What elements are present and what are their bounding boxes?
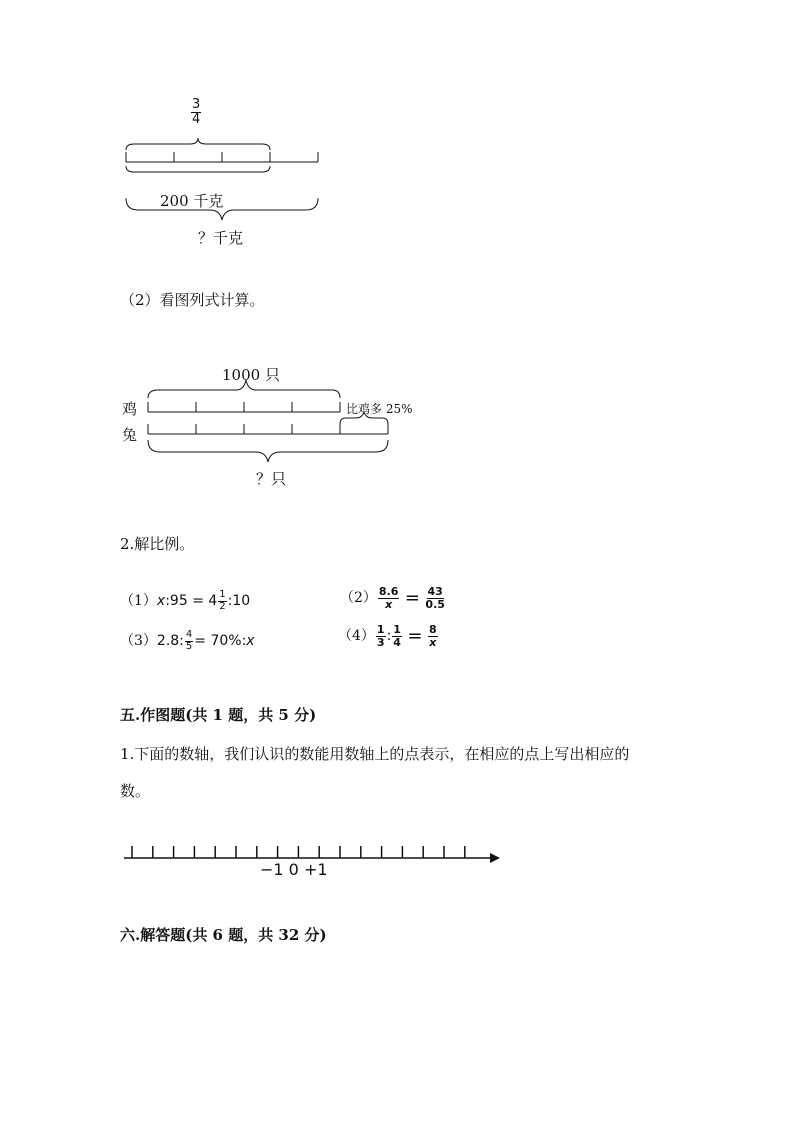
index: （2）: [340, 590, 377, 607]
expr: = 70%:: [194, 633, 247, 649]
unknown-label: ？千克: [198, 229, 244, 247]
axis-labels: −1 0 +1: [260, 860, 328, 879]
den: 2: [219, 600, 226, 612]
index: （3）: [120, 633, 157, 649]
colon: :: [386, 628, 392, 645]
index: （1）: [120, 593, 157, 609]
expr: :10: [227, 593, 251, 609]
num: 8: [428, 623, 437, 636]
top-label: 1000 只: [222, 366, 280, 384]
equals: =: [407, 625, 423, 647]
num: 1: [219, 589, 226, 600]
row-label-rabbit: 兔: [122, 426, 138, 444]
axis-arrow: [490, 853, 500, 863]
num: 8.6: [378, 585, 399, 598]
var-x: x: [156, 593, 166, 609]
den: 3: [376, 635, 385, 649]
equals: =: [404, 587, 420, 609]
section-5-q1-line1: 1.下面的数轴，我们认识的数能用数轴上的点表示，在相应的点上写出相应的: [120, 745, 630, 763]
var-x: x: [246, 633, 255, 649]
den: 0.5: [425, 597, 445, 611]
section-6-title: 六.解答题(共 6 题，共 32 分): [120, 926, 327, 944]
index: （4）: [338, 628, 375, 645]
bottom-label: ？只: [256, 470, 287, 488]
expr: :95 = 4: [165, 593, 218, 609]
den: 5: [185, 640, 193, 652]
section-5-title: 五.作图题(共 1 题，共 5 分): [120, 706, 317, 724]
den: x: [429, 635, 437, 649]
known-label: 200 千克: [160, 192, 224, 210]
num: 1: [393, 623, 401, 636]
num: 1: [376, 623, 385, 636]
row-label-chicken: 鸡: [122, 400, 138, 418]
axis-ticks: [132, 846, 465, 858]
fraction-numerator: 3: [192, 97, 201, 112]
den: 4: [393, 635, 401, 649]
num: 43: [427, 585, 443, 598]
extra-label: 比鸡多 25%: [346, 402, 413, 416]
num: 4: [185, 629, 193, 640]
section-5-q1-line2: 数。: [120, 782, 151, 800]
q2-prompt: （2）看图列式计算。: [120, 291, 265, 309]
proportion-title: 2.解比例。: [120, 535, 195, 553]
expr: 2.8:: [156, 633, 184, 649]
den: x: [385, 597, 393, 611]
fraction-denominator: 4: [192, 111, 201, 127]
